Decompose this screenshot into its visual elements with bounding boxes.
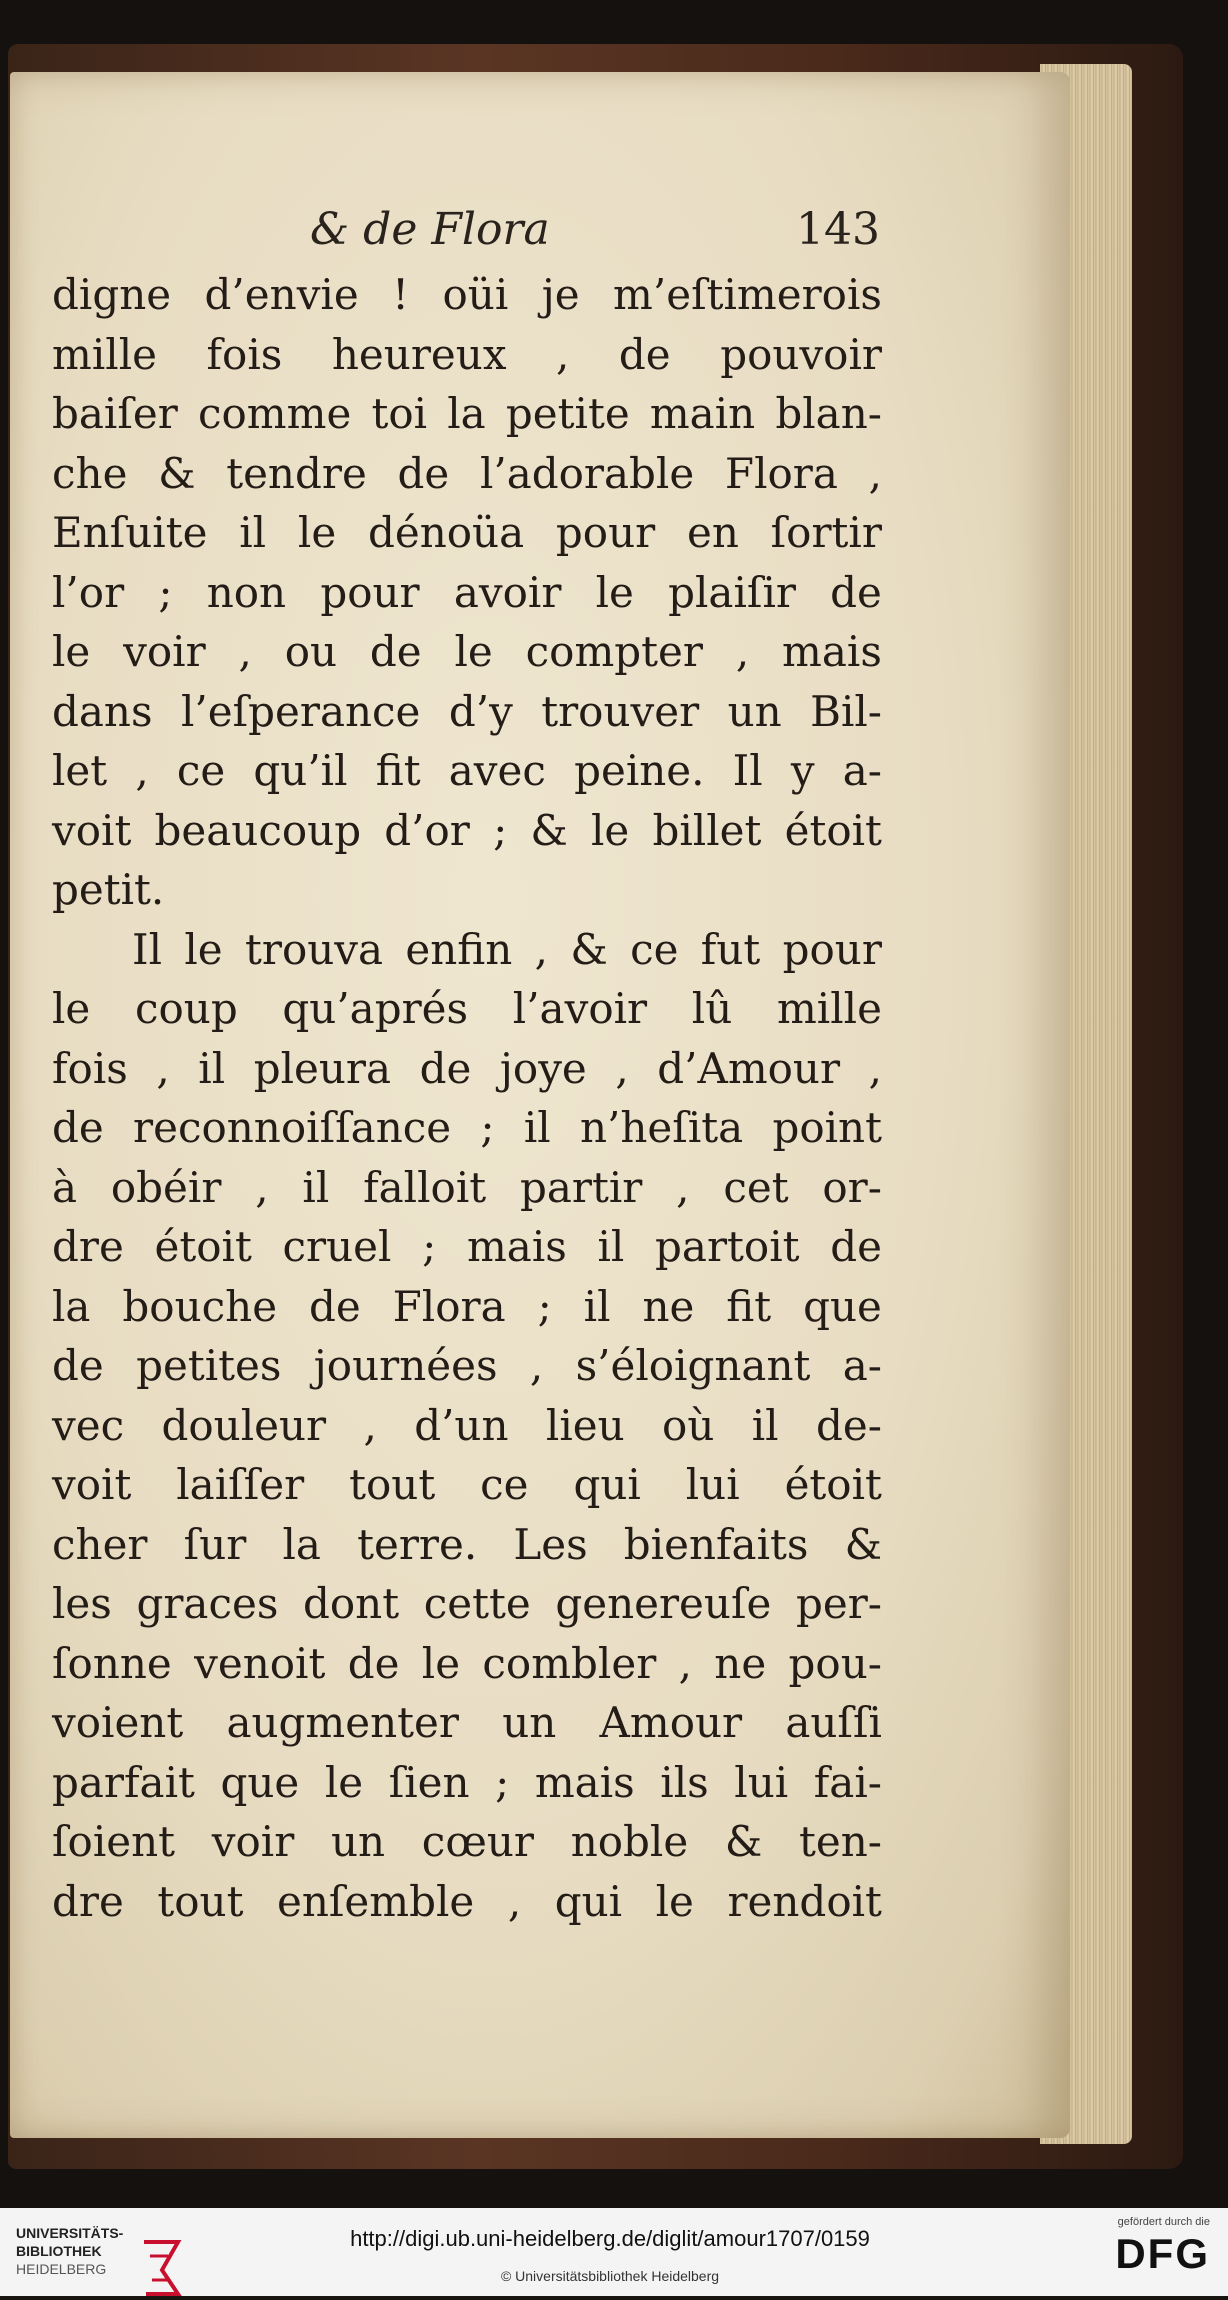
text-word: Il bbox=[132, 924, 163, 974]
text-word: journées bbox=[313, 1341, 498, 1390]
text-word: & bbox=[570, 924, 608, 974]
text-word: que bbox=[803, 1281, 882, 1331]
text-word: la bbox=[282, 1519, 321, 1569]
text-word: d’or bbox=[384, 805, 470, 855]
page-number: 143 bbox=[796, 204, 880, 255]
text-word: ce bbox=[480, 1460, 529, 1509]
text-word: , bbox=[868, 1043, 882, 1093]
university-library-logo[interactable] bbox=[16, 2224, 186, 2284]
text-word: mais bbox=[466, 1222, 567, 1271]
running-head-title: & de Flora bbox=[310, 204, 550, 255]
text-word: tendre bbox=[226, 448, 367, 498]
text-word: cet bbox=[723, 1162, 789, 1212]
text-line bbox=[52, 801, 882, 861]
text-word: où bbox=[662, 1400, 715, 1450]
ub-emblem-icon bbox=[138, 2236, 184, 2300]
text-word: , bbox=[678, 1638, 692, 1688]
text-word: pour bbox=[320, 567, 420, 617]
text-word: ſonne bbox=[52, 1638, 172, 1688]
text-line bbox=[52, 1634, 882, 1694]
text-word: ; bbox=[422, 1222, 437, 1271]
text-word: mais bbox=[534, 1757, 635, 1807]
text-word: le bbox=[297, 508, 337, 557]
text-word: la bbox=[447, 389, 486, 438]
text-word: voit bbox=[52, 805, 132, 855]
text-word: de bbox=[419, 1043, 472, 1093]
text-word: laiſſer bbox=[176, 1460, 305, 1509]
text-word: peine. bbox=[574, 746, 705, 795]
text-word: , bbox=[868, 448, 882, 498]
text-word: ou bbox=[284, 627, 338, 676]
text-word: le bbox=[324, 1757, 364, 1807]
text-word: , bbox=[363, 1400, 377, 1450]
text-word: cher bbox=[52, 1519, 148, 1569]
text-word: de bbox=[369, 627, 422, 676]
text-word: partoit bbox=[655, 1222, 800, 1271]
text-word: graces bbox=[136, 1579, 279, 1628]
text-word: noble bbox=[570, 1817, 689, 1866]
text-word: petites bbox=[136, 1341, 282, 1390]
text-word: enfin bbox=[405, 924, 513, 974]
text-word: beaucoup bbox=[154, 805, 362, 855]
text-word: pour bbox=[555, 508, 656, 557]
text-line bbox=[52, 682, 882, 742]
text-word: comme bbox=[198, 389, 352, 438]
text-word: de bbox=[52, 1103, 104, 1152]
text-word: oüi bbox=[442, 270, 509, 319]
text-word: qu’il bbox=[253, 746, 348, 795]
text-word: en bbox=[686, 508, 739, 557]
text-word: ſoient bbox=[52, 1817, 176, 1866]
text-word: Flora bbox=[392, 1281, 506, 1331]
text-word: d’un bbox=[414, 1400, 509, 1450]
text-word: enſemble bbox=[276, 1876, 475, 1926]
text-word: ſortir bbox=[770, 508, 882, 557]
text-word: terre. bbox=[357, 1519, 478, 1569]
text-word: or- bbox=[822, 1162, 882, 1212]
text-word: fois bbox=[206, 329, 283, 379]
text-word: trouver bbox=[541, 686, 700, 736]
text-word: mille bbox=[52, 329, 157, 379]
text-word: il bbox=[597, 1222, 625, 1271]
text-word: d’envie bbox=[204, 270, 359, 319]
copyright-notice: © Universitätsbibliothek Heidelberg bbox=[500, 2268, 720, 2284]
text-line bbox=[52, 1277, 882, 1337]
text-word: , bbox=[255, 1162, 269, 1212]
text-word: pouvoir bbox=[720, 329, 882, 379]
text-word: cette bbox=[423, 1579, 531, 1628]
text-word: , bbox=[529, 1341, 544, 1390]
text-word: let bbox=[52, 746, 108, 795]
text-word: de bbox=[52, 1341, 104, 1390]
text-word: ils bbox=[660, 1757, 709, 1807]
text-word: billet bbox=[652, 805, 762, 855]
permalink-url[interactable]: http://digi.ub.uni-heidelberg.de/diglit/amour1707/0159 bbox=[350, 2226, 870, 2251]
text-word: fai- bbox=[813, 1757, 882, 1807]
text-word: je bbox=[541, 270, 580, 319]
text-word: lieu bbox=[545, 1400, 625, 1450]
text-line bbox=[52, 1515, 882, 1575]
text-word: l’adorable bbox=[479, 448, 695, 498]
text-word: la bbox=[52, 1281, 91, 1331]
text-word: a- bbox=[842, 1341, 882, 1390]
text-word: & bbox=[530, 805, 568, 855]
text-word: parfait bbox=[52, 1757, 195, 1807]
text-word: à bbox=[52, 1162, 78, 1212]
text-word: tout bbox=[349, 1460, 436, 1509]
text-word: un bbox=[502, 1698, 557, 1747]
text-word: les bbox=[52, 1579, 112, 1628]
text-line bbox=[52, 1812, 882, 1872]
text-word: mille bbox=[776, 984, 882, 1033]
text-line bbox=[52, 1753, 882, 1813]
text-word: cruel bbox=[282, 1222, 392, 1271]
text-word: le bbox=[655, 1876, 694, 1926]
text-line bbox=[52, 979, 882, 1039]
text-line bbox=[52, 622, 882, 682]
text-word: de bbox=[830, 1222, 882, 1271]
sponsor-name: DFG bbox=[1115, 2230, 1210, 2277]
text-word: d’Amour bbox=[657, 1043, 841, 1093]
text-word: reconnoiſſance bbox=[133, 1103, 452, 1152]
text-word: , bbox=[676, 1162, 690, 1212]
text-word: s’éloignant bbox=[575, 1341, 811, 1390]
text-word: m’eſtimerois bbox=[613, 270, 882, 319]
text-word: tout bbox=[157, 1876, 244, 1926]
text-word: il bbox=[302, 1162, 330, 1212]
text-word: dont bbox=[303, 1579, 400, 1628]
text-word: il bbox=[523, 1103, 551, 1152]
text-word: dre bbox=[52, 1222, 124, 1271]
text-word: voir bbox=[211, 1817, 295, 1866]
text-word: qui bbox=[554, 1876, 623, 1926]
text-word: l’or bbox=[52, 567, 125, 617]
text-word: , bbox=[556, 329, 570, 379]
text-word: bienfaits bbox=[623, 1519, 809, 1569]
text-word: & bbox=[724, 1817, 763, 1866]
text-word: pour bbox=[782, 924, 882, 974]
text-word: ce bbox=[630, 924, 679, 974]
text-word: & bbox=[158, 448, 196, 498]
text-word: digne bbox=[52, 270, 172, 319]
text-word: dénoüa bbox=[367, 508, 525, 557]
text-word: y bbox=[790, 746, 815, 795]
text-word: compter bbox=[525, 627, 703, 676]
text-word: le bbox=[454, 627, 493, 676]
text-word: le bbox=[52, 627, 91, 676]
text-word: ce bbox=[176, 746, 226, 795]
text-line bbox=[52, 444, 882, 504]
text-word: n’heſita bbox=[579, 1103, 744, 1152]
text-word: le bbox=[52, 984, 91, 1033]
text-word: voient bbox=[52, 1698, 184, 1747]
text-line bbox=[52, 1336, 882, 1396]
text-word: , bbox=[135, 746, 149, 795]
text-word: un bbox=[330, 1817, 386, 1866]
text-word: lui bbox=[734, 1757, 789, 1807]
text-word: plaiſir bbox=[668, 567, 796, 617]
text-line bbox=[52, 1574, 882, 1634]
text-word: ; bbox=[158, 567, 173, 617]
text-word: bouche bbox=[122, 1281, 278, 1331]
text-word: venoit bbox=[194, 1638, 326, 1688]
text-word: ſien bbox=[388, 1757, 470, 1807]
text-word: qui bbox=[573, 1460, 641, 1509]
text-word: , bbox=[615, 1043, 629, 1093]
text-word: trouva bbox=[244, 924, 384, 974]
text-word: il bbox=[198, 1043, 226, 1093]
text-word: joye bbox=[499, 1043, 587, 1093]
text-line bbox=[52, 1872, 882, 1932]
text-word: falloit bbox=[363, 1162, 487, 1212]
text-word: qu’aprés bbox=[282, 984, 469, 1033]
text-word: auſſi bbox=[785, 1698, 882, 1747]
text-word: lû bbox=[691, 984, 733, 1033]
text-word: blan- bbox=[775, 389, 882, 438]
text-word: voit bbox=[52, 1460, 132, 1509]
text-word: vec bbox=[52, 1400, 125, 1450]
text-word: coup bbox=[134, 984, 238, 1033]
logo-line: UNIVERSITÄTS- bbox=[16, 2225, 124, 2241]
text-word: le bbox=[184, 924, 223, 974]
text-word: de bbox=[618, 329, 671, 379]
text-line bbox=[52, 1396, 882, 1456]
text-word: il bbox=[751, 1400, 779, 1450]
text-word: & bbox=[844, 1519, 882, 1569]
text-word: fit bbox=[726, 1281, 772, 1331]
footer-bar bbox=[0, 2208, 1228, 2296]
logo-line: BIBLIOTHEK bbox=[16, 2243, 102, 2259]
text-word: petite bbox=[505, 389, 630, 438]
text-line bbox=[52, 920, 882, 980]
text-word: point bbox=[772, 1103, 882, 1152]
text-word: ne bbox=[714, 1638, 767, 1688]
text-line bbox=[52, 1217, 882, 1277]
running-head bbox=[300, 200, 880, 270]
text-line bbox=[52, 860, 882, 920]
text-word: lui bbox=[685, 1460, 740, 1509]
text-word: voir bbox=[123, 627, 206, 676]
text-word: genereuſe bbox=[555, 1579, 772, 1628]
text-word: cœur bbox=[421, 1817, 534, 1866]
text-word: douleur bbox=[161, 1400, 327, 1450]
text-word: , bbox=[156, 1043, 170, 1093]
text-word: ; bbox=[480, 1103, 495, 1152]
text-line bbox=[52, 1158, 882, 1218]
text-word: de bbox=[397, 448, 450, 498]
text-word: Les bbox=[513, 1519, 588, 1569]
text-word: étoit bbox=[154, 1222, 252, 1271]
text-line bbox=[52, 384, 882, 444]
text-word: de- bbox=[815, 1400, 882, 1450]
text-word: ; bbox=[493, 805, 508, 855]
text-line bbox=[52, 265, 882, 325]
text-line bbox=[52, 1455, 882, 1515]
text-word: ten- bbox=[799, 1817, 882, 1866]
text-word: ; bbox=[537, 1281, 552, 1331]
text-line bbox=[52, 1098, 882, 1158]
text-word: étoit bbox=[784, 1460, 882, 1509]
logo-line: HEIDELBERG bbox=[16, 2261, 107, 2277]
text-word: rendoit bbox=[727, 1876, 882, 1926]
text-word: heureux bbox=[331, 329, 507, 379]
text-word: , bbox=[534, 924, 549, 974]
text-word: fit bbox=[375, 746, 421, 795]
text-word: de bbox=[308, 1281, 361, 1331]
text-word: avoir bbox=[453, 567, 562, 617]
text-word: dre bbox=[52, 1876, 124, 1926]
text-word: Il bbox=[732, 746, 763, 795]
text-line bbox=[52, 1039, 882, 1099]
text-word: , bbox=[238, 627, 252, 676]
text-word: che bbox=[52, 448, 128, 498]
text-word: l’avoir bbox=[512, 984, 648, 1033]
text-word: petit. bbox=[52, 865, 165, 914]
text-line bbox=[52, 503, 882, 563]
text-word: Amour bbox=[599, 1698, 743, 1747]
text-word: pleura bbox=[253, 1043, 392, 1093]
text-word: d’y bbox=[448, 686, 513, 736]
text-word: mais bbox=[782, 627, 882, 676]
text-word: fois bbox=[52, 1043, 128, 1093]
text-word: un bbox=[727, 686, 782, 736]
body-text bbox=[52, 265, 882, 1931]
text-word: de bbox=[830, 567, 882, 617]
text-word: le bbox=[595, 567, 634, 617]
text-line bbox=[52, 1693, 882, 1753]
text-word: Enſuite bbox=[52, 508, 208, 557]
dfg-logo[interactable] bbox=[1060, 2216, 1210, 2292]
text-word: il bbox=[583, 1281, 611, 1331]
text-word: , bbox=[735, 627, 750, 676]
text-word: ; bbox=[495, 1757, 510, 1807]
text-word: dans bbox=[52, 686, 153, 736]
text-word: pou- bbox=[788, 1638, 882, 1688]
text-word: partir bbox=[519, 1162, 643, 1212]
text-word: non bbox=[206, 567, 287, 617]
text-word: main bbox=[649, 389, 756, 438]
text-word: baiſer bbox=[52, 389, 178, 438]
text-line bbox=[52, 741, 882, 801]
text-word: le bbox=[421, 1638, 461, 1688]
text-word: fut bbox=[700, 924, 761, 974]
text-line bbox=[52, 325, 882, 385]
text-word: le bbox=[591, 805, 630, 855]
text-word: étoit bbox=[784, 805, 882, 855]
text-word: , bbox=[507, 1876, 522, 1926]
text-word: toi bbox=[371, 389, 428, 438]
text-line bbox=[52, 563, 882, 623]
text-word: l’eſperance bbox=[180, 686, 421, 736]
text-word: augmenter bbox=[226, 1698, 459, 1747]
text-word: il bbox=[239, 508, 267, 557]
text-word: obéir bbox=[110, 1162, 222, 1212]
text-word: avec bbox=[448, 746, 546, 795]
text-word: que bbox=[220, 1757, 300, 1807]
text-word: ! bbox=[392, 270, 410, 319]
text-word: Flora bbox=[724, 448, 838, 498]
text-word: Bil- bbox=[810, 686, 882, 736]
sponsor-caption: gefördert durch die bbox=[1117, 2216, 1210, 2228]
text-word: ſur bbox=[183, 1519, 247, 1569]
text-word: a- bbox=[842, 746, 882, 795]
text-word: de bbox=[347, 1638, 400, 1688]
text-word: ne bbox=[642, 1281, 695, 1331]
text-word: per- bbox=[795, 1579, 882, 1628]
text-word: combler bbox=[482, 1638, 657, 1688]
